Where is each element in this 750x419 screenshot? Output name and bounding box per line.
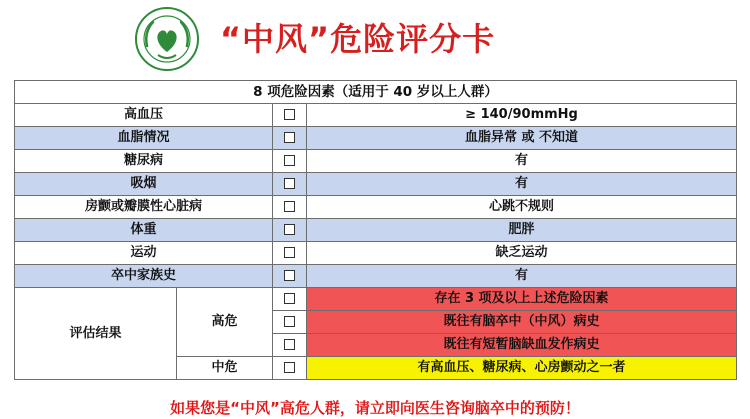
medium-risk-criterion: 有高血压、糖尿病、心房颤动之一者 xyxy=(307,357,737,380)
factor-label: 血脂情况 xyxy=(15,127,273,150)
assessment-checkbox-cell xyxy=(273,311,307,334)
factor-criterion: 有 xyxy=(307,173,737,196)
checkbox-exercise[interactable] xyxy=(284,247,295,258)
factor-checkbox-cell xyxy=(273,104,307,127)
factor-checkbox-cell xyxy=(273,265,307,288)
table-heading-row xyxy=(15,81,737,104)
checkbox-hypertension[interactable] xyxy=(284,109,295,120)
assessment-label: 评估结果 xyxy=(15,288,177,380)
table-row xyxy=(15,219,737,242)
table-row xyxy=(15,173,737,196)
table-row xyxy=(15,265,737,288)
factor-checkbox-cell xyxy=(273,150,307,173)
table-row xyxy=(15,104,737,127)
assessment-checkbox-cell xyxy=(273,288,307,311)
assessment-checkbox-cell xyxy=(273,334,307,357)
table-heading: 8 项危险因素（适用于 40 岁以上人群） xyxy=(15,81,737,104)
table-row xyxy=(15,196,737,219)
factor-label: 卒中家族史 xyxy=(15,265,273,288)
checkbox-smoking[interactable] xyxy=(284,178,295,189)
checkbox-weight[interactable] xyxy=(284,224,295,235)
factor-label: 体重 xyxy=(15,219,273,242)
high-risk-criterion: 既往有脑卒中（中风）病史 xyxy=(307,311,737,334)
table-row xyxy=(15,242,737,265)
factor-criterion: 有 xyxy=(307,265,737,288)
medium-risk-label: 中危 xyxy=(177,357,273,380)
checkbox-medium-risk[interactable] xyxy=(284,362,295,373)
factor-criterion: 肥胖 xyxy=(307,219,737,242)
factor-label: 运动 xyxy=(15,242,273,265)
risk-score-table xyxy=(14,80,737,380)
factor-checkbox-cell xyxy=(273,127,307,150)
factor-checkbox-cell xyxy=(273,173,307,196)
table-row xyxy=(15,150,737,173)
factor-checkbox-cell xyxy=(273,242,307,265)
checkbox-atrial-fibrillation[interactable] xyxy=(284,201,295,212)
factor-criterion: ≥ 140/90mmHg xyxy=(307,104,737,127)
high-risk-criterion: 既往有短暂脑缺血发作病史 xyxy=(307,334,737,357)
hospital-emblem-icon xyxy=(134,6,200,72)
high-risk-label: 高危 xyxy=(177,288,273,357)
factor-checkbox-cell xyxy=(273,219,307,242)
factor-label: 吸烟 xyxy=(15,173,273,196)
checkbox-diabetes[interactable] xyxy=(284,155,295,166)
factor-label: 高血压 xyxy=(15,104,273,127)
checkbox-blood-lipids[interactable] xyxy=(284,132,295,143)
factor-criterion: 缺乏运动 xyxy=(307,242,737,265)
factor-criterion: 心跳不规则 xyxy=(307,196,737,219)
factor-label: 房颤或瓣膜性心脏病 xyxy=(15,196,273,219)
factor-label: 糖尿病 xyxy=(15,150,273,173)
footer-advice: 如果您是“中风”高危人群，请立即向医生咨询脑卒中的预防！ xyxy=(170,399,580,417)
page-title: “中风”危险评分卡 xyxy=(220,20,496,58)
factor-checkbox-cell xyxy=(273,196,307,219)
checkbox-high-risk-2[interactable] xyxy=(284,316,295,327)
high-risk-criterion: 存在 3 项及以上上述危险因素 xyxy=(307,288,737,311)
header xyxy=(0,0,750,74)
table-row xyxy=(15,127,737,150)
factor-criterion: 血脂异常 或 不知道 xyxy=(307,127,737,150)
assessment-checkbox-cell xyxy=(273,357,307,380)
checkbox-family-history[interactable] xyxy=(284,270,295,281)
checkbox-high-risk-3[interactable] xyxy=(284,339,295,350)
checkbox-high-risk-1[interactable] xyxy=(284,293,295,304)
assessment-row xyxy=(15,288,737,311)
factor-criterion: 有 xyxy=(307,150,737,173)
